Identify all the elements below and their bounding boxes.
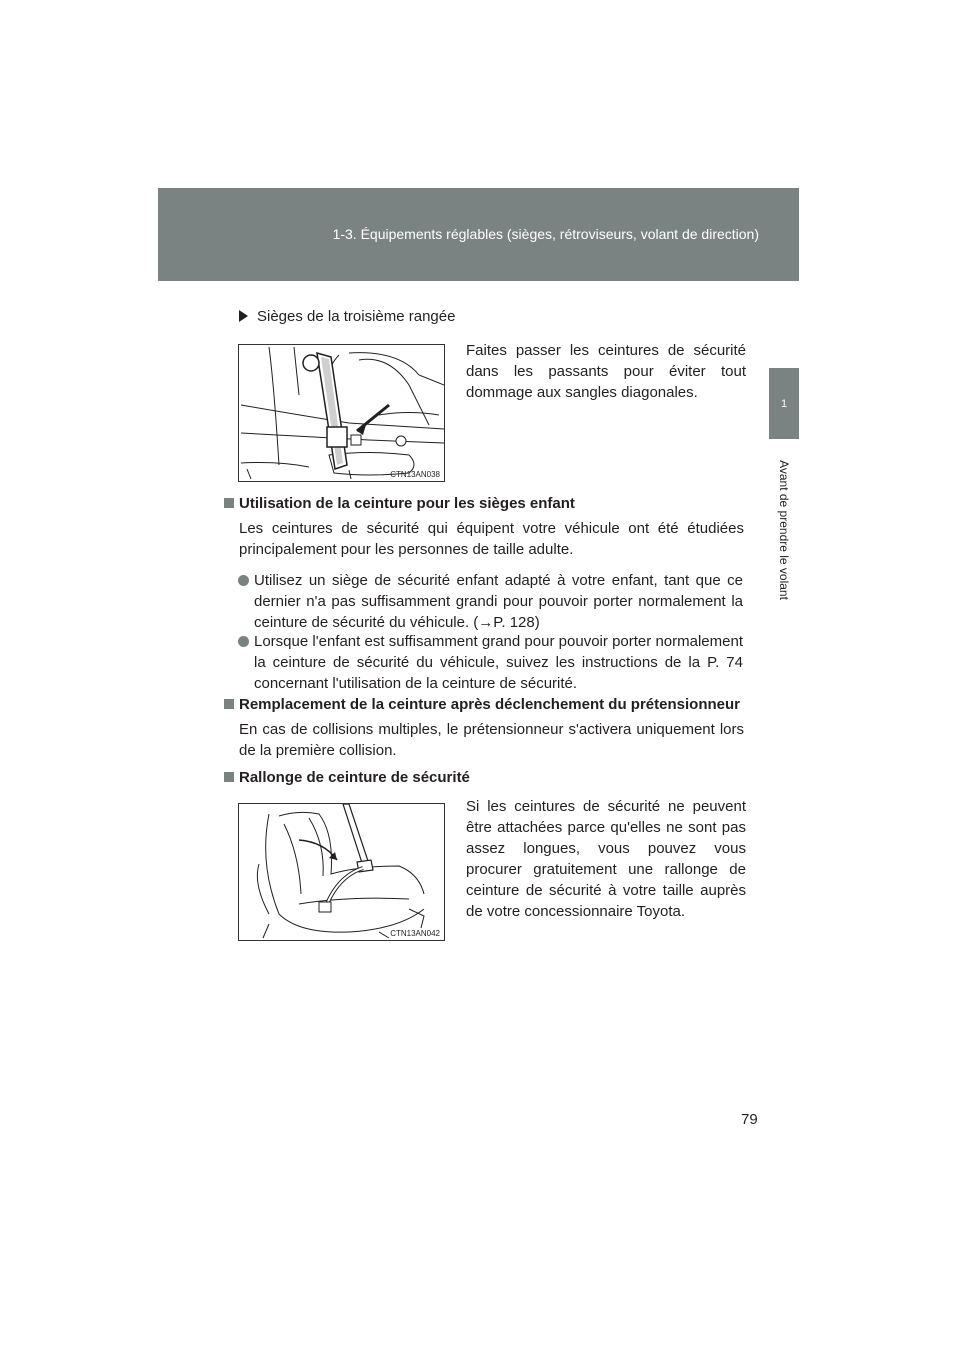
page-number: 79	[741, 1111, 758, 1128]
square-bullet-icon	[224, 498, 234, 508]
child-section-heading-text: Utilisation de la ceinture pour les sièges enfant	[239, 495, 575, 512]
seat-belt-loop-illustration	[239, 345, 444, 481]
figure-code: CTN13AN042	[390, 929, 440, 938]
child-bullet-1	[238, 570, 743, 633]
extender-section-heading-text: Rallonge de ceinture de sécurité	[239, 769, 470, 786]
header-title: 1-3. Équipements réglables (sièges, rétroviseurs, volant de direction)	[332, 226, 759, 242]
child-bullet-2	[238, 631, 743, 694]
child-bullet-1-text: Utilisez un siège de sécurité enfant adapté à votre enfant, tant que ce dernier n'a pas suffisamment grandi pour pouvoir porter normalement la ceinture de sécurité du véhicule. (→P. 128)	[254, 572, 743, 631]
triangle-bullet-icon	[239, 310, 248, 322]
extender-section-heading	[224, 769, 470, 786]
square-bullet-icon	[224, 772, 234, 782]
extender-section-text: Si les ceintures de sécurité ne peuvent être attachées parce qu'elles ne sont pas assez longues, vous pouvez vous procurer gratuitement une rallonge de ceinture de sécurité à votre taille auprès de votre concessionnaire Toyota.	[466, 798, 746, 920]
replacement-section-text: En cas de collisions multiples, le prétensionneur s'activera uniquement lors de la première collision.	[239, 721, 744, 759]
third-row-belt-figure	[238, 344, 445, 482]
replacement-section-heading	[224, 696, 740, 713]
child-section-heading	[224, 495, 575, 512]
round-bullet-icon	[238, 575, 249, 586]
chapter-tab	[769, 368, 799, 439]
chapter-header	[158, 188, 799, 281]
square-bullet-icon	[224, 699, 234, 709]
child-bullet-2-text: Lorsque l'enfant est suffisamment grand pour pouvoir porter normalement la ceinture de sécurité du véhicule, suivez les instructions de la P. 74 concernant l'utilisation de la ceinture de sécurité.	[254, 633, 743, 692]
belt-extender-illustration	[239, 804, 444, 940]
belt-extender-figure	[238, 803, 445, 941]
round-bullet-icon	[238, 636, 249, 647]
third-row-heading	[239, 308, 455, 325]
chapter-number: 1	[780, 397, 788, 410]
third-row-text: Faites passer les ceintures de sécurité dans les passants pour éviter tout dommage aux sangles diagonales.	[466, 342, 746, 401]
child-section-intro: Les ceintures de sécurité qui équipent votre véhicule ont été étudiées principalement pour les personnes de taille adulte.	[239, 520, 744, 558]
replacement-section-heading-text: Remplacement de la ceinture après déclenchement du prétensionneur	[239, 696, 740, 713]
third-row-heading-text: Sièges de la troisième rangée	[257, 308, 456, 325]
chapter-label: Avant de prendre le volant	[777, 460, 791, 600]
figure-code: CTN13AN038	[390, 470, 440, 479]
